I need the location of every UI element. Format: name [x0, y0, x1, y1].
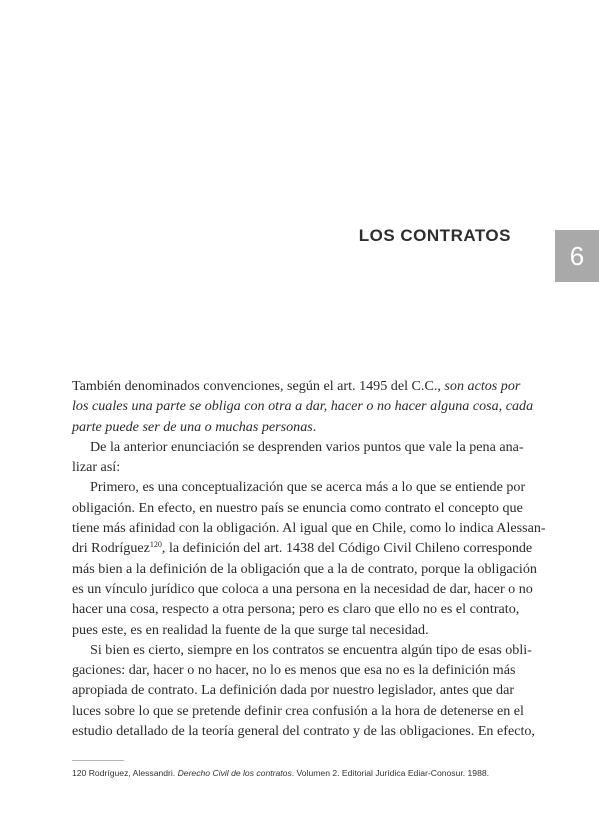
text-line: hacer una cosa, respecto a otra persona; pero es claro que ello no es el contrato, [72, 601, 520, 618]
text-line: obligación. En efecto, en nuestro país se enuncia como contrato el concepto que [72, 499, 523, 516]
paragraph-2 [72, 437, 524, 478]
paragraph-4 [72, 640, 535, 741]
text-line: parte puede ser de una o muchas personas. [72, 418, 317, 435]
chapter-title: LOS CONTRATOS [358, 226, 511, 245]
text-line: los cuales una parte se obliga con otra a dar, hacer o no hacer alguna cosa, cada [72, 398, 534, 415]
text-line: De la anterior enunciación se desprenden varios puntos que vale la pena ana- [90, 438, 524, 455]
text-line: Primero, es una conceptualización que se acerca más a lo que se entiende por [90, 479, 526, 496]
text-line: es un vínculo jurídico que coloca a una persona en la necesidad de dar, hacer o no [72, 580, 533, 597]
text-line: luces sobre lo que se pretende definir crea confusión a la hora de detenerse en el [72, 702, 524, 719]
paragraph-1 [72, 376, 534, 437]
body-text [72, 376, 546, 741]
text-line: estudio detallado de la teoría general del contrato y de las obligaciones. En efecto, [72, 723, 535, 740]
text-line: lizar así: [72, 459, 121, 476]
text-line: También denominados convenciones, según el art. 1495 del C.C., son actos por [72, 378, 521, 394]
text-line: apropiada de contrato. La definición dada por nuestro legislador, antes que dar [72, 682, 515, 699]
text-line: Si bien es cierto, siempre en los contratos se encuentra algún tipo de esas obli- [90, 641, 532, 658]
text-line: más bien a la definición de la obligación que a la de contrato, porque la obligación [72, 560, 537, 577]
footnote-ref: 120 [149, 540, 162, 550]
footnote-book-title: Derecho Civil de los contratos [177, 768, 292, 778]
text-line: gaciones: dar, hacer o no hacer, no lo es menos que esa no es la definición más [72, 662, 516, 679]
text-line: dri Rodríguez$^{120}$, la definición del art. 1438 del Código Civil Chileno corresponde [72, 540, 533, 557]
chapter-number: 6 [569, 241, 585, 271]
italic-quote: son actos por [444, 378, 521, 394]
chapter-number-tab [555, 230, 599, 282]
text-line: pues este, es en realidad la fuente de la que surge tal necesidad. [72, 621, 429, 638]
text-line: tiene más afinidad con la obligación. Al igual que en Chile, como lo indica Alessan- [72, 520, 546, 537]
footnote: 120 Rodríguez, Alessandri. Derecho Civil de los contratos. Volumen 2. Editorial Jurídica Ediar-Conosur. 1988. [72, 768, 490, 778]
footnote-divider [72, 760, 124, 761]
paragraph-3 [72, 477, 546, 639]
